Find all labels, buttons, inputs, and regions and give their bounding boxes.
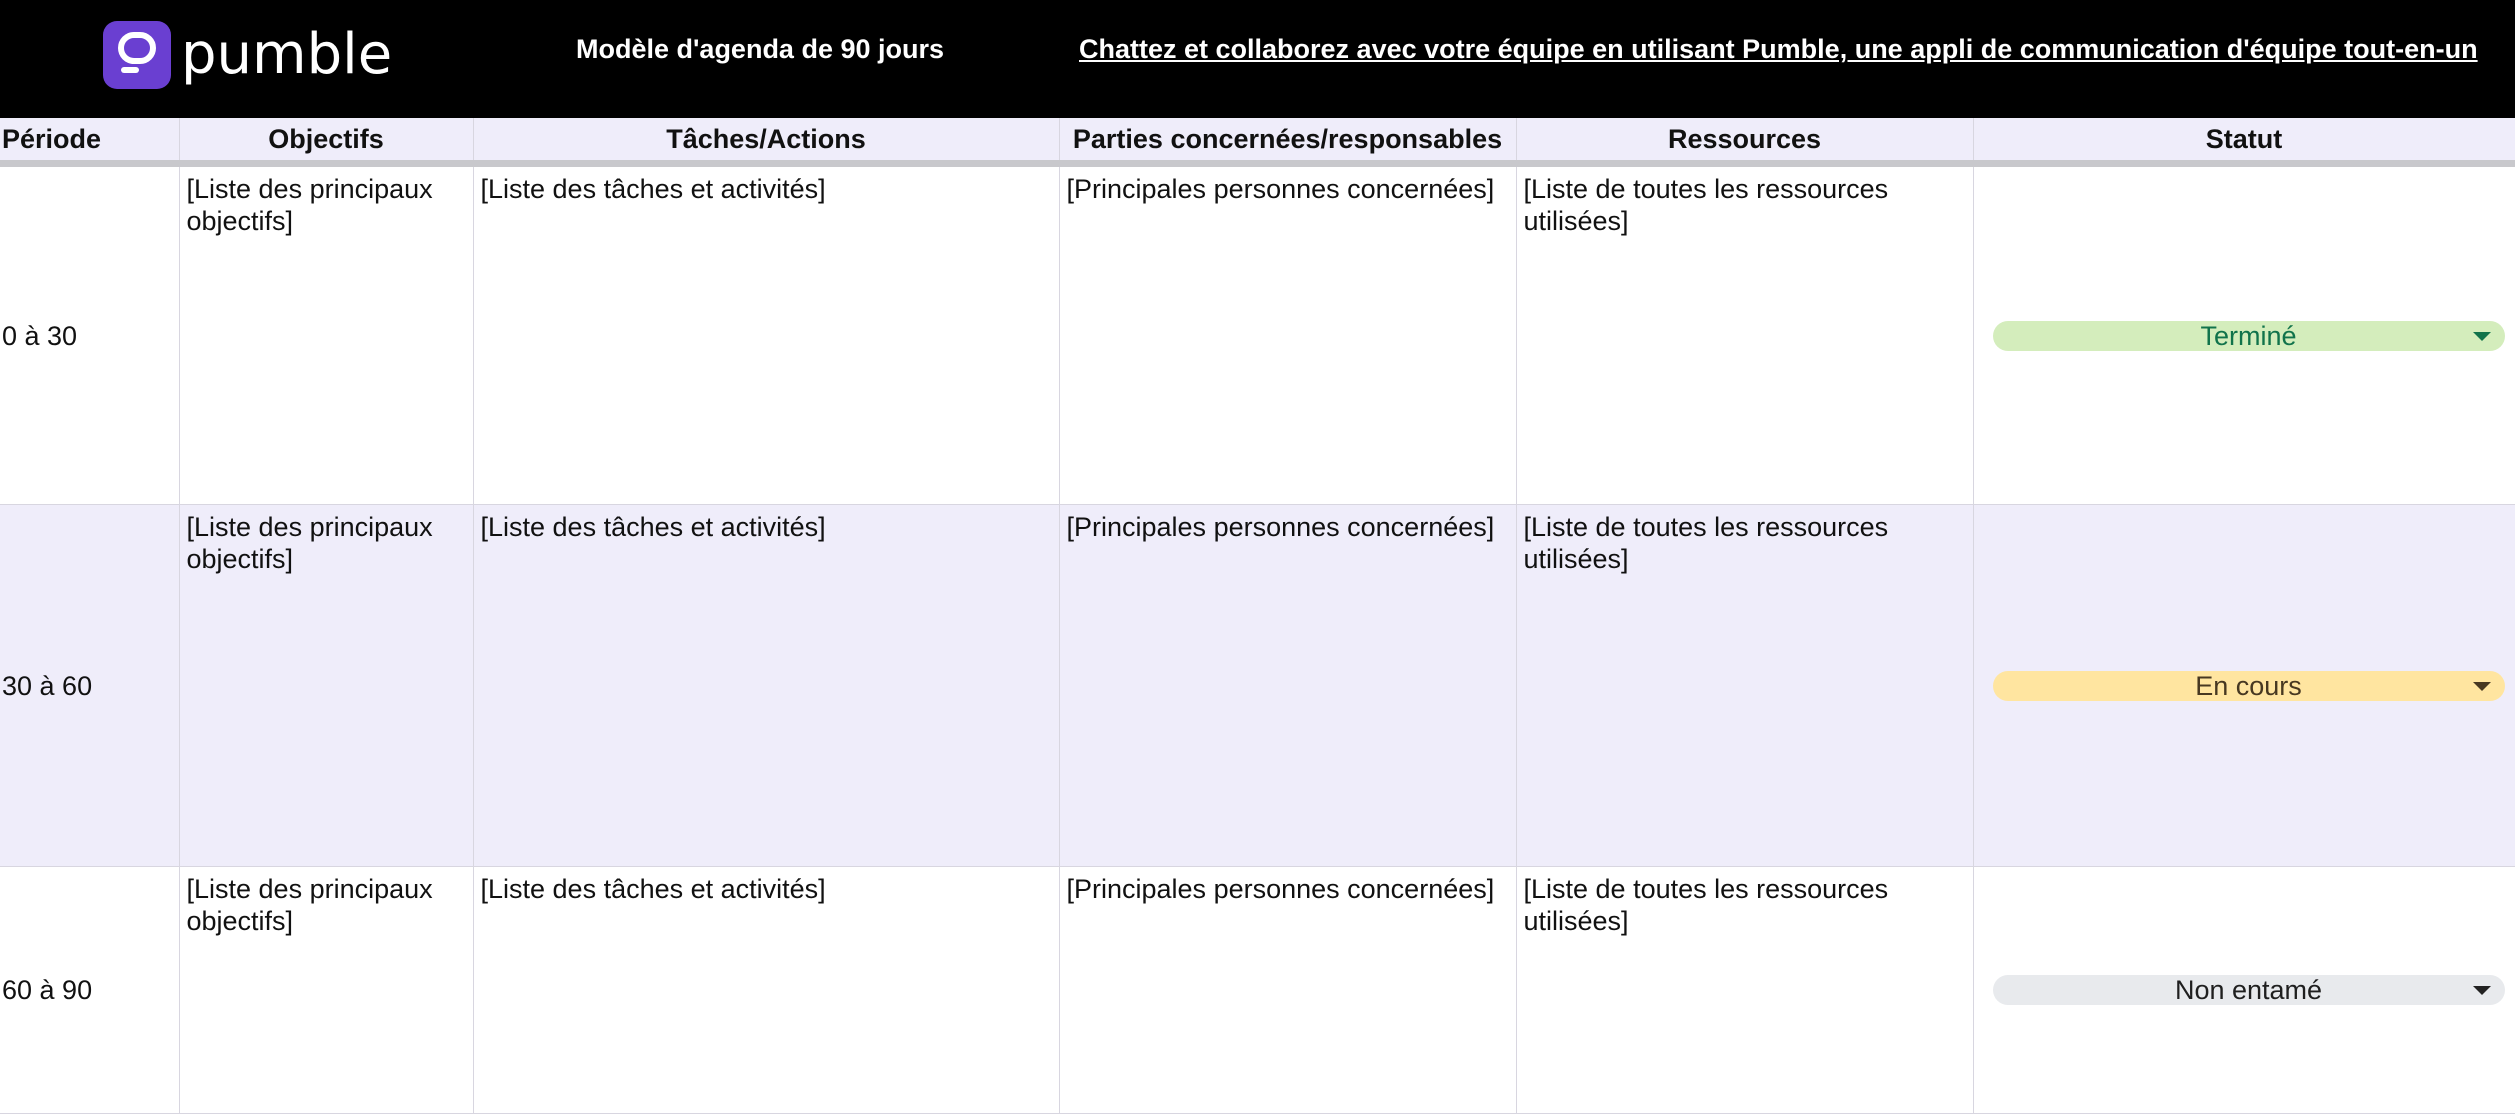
header-parties[interactable]: Parties concernées/responsables [1059,118,1516,164]
objectives-cell[interactable]: [Liste des principaux objectifs] [179,164,473,505]
pumble-logo[interactable] [103,20,392,90]
table-row [0,867,2515,1114]
parties-cell[interactable]: [Principales personnes concernées] [1059,505,1516,867]
status-dropdown[interactable] [1993,321,2505,351]
tasks-cell[interactable]: [Liste des tâches et activités] [473,164,1059,505]
period-cell[interactable]: 60 à 90 [0,867,179,1114]
resources-cell[interactable]: [Liste de toutes les ressources utilisées] [1516,505,1973,867]
tasks-cell[interactable]: [Liste des tâches et activités] [473,867,1059,1114]
agenda-table [0,118,2515,1114]
header-banner [0,0,2515,118]
status-dropdown[interactable] [1993,975,2505,1005]
header-objectives[interactable]: Objectifs [179,118,473,164]
status-cell[interactable] [1973,505,2515,867]
header-tasks[interactable]: Tâches/Actions [473,118,1059,164]
status-label: Terminé [2200,320,2297,351]
resources-cell[interactable]: [Liste de toutes les ressources utilisées] [1516,867,1973,1114]
parties-cell[interactable]: [Principales personnes concernées] [1059,867,1516,1114]
objectives-cell[interactable]: [Liste des principaux objectifs] [179,505,473,867]
table-row [0,505,2515,867]
status-label: En cours [2195,670,2302,701]
logo-wordmark: pumble [181,22,393,87]
header-status[interactable]: Statut [1973,118,2515,164]
status-label: Non entamé [2174,975,2323,1005]
header-resources[interactable]: Ressources [1516,118,1973,164]
period-cell[interactable]: 30 à 60 [0,505,179,867]
tasks-cell[interactable]: [Liste des tâches et activités] [473,505,1059,867]
header-row [0,118,2515,164]
status-cell[interactable] [1973,164,2515,505]
page-title: Modèle d'agenda de 90 jours [576,34,945,64]
parties-cell[interactable]: [Principales personnes concernées] [1059,164,1516,505]
chevron-down-icon[interactable] [2473,986,2491,995]
chevron-down-icon[interactable] [2473,682,2491,691]
promo-link[interactable]: Chattez et collaborez avec votre équipe en utilisant Pumble, une appli de communication d'équipe tout-en-un [1079,34,2478,64]
resources-cell[interactable]: [Liste de toutes les ressources utilisées] [1516,164,1973,505]
status-dropdown[interactable] [1993,671,2505,701]
header-period[interactable]: Période [0,118,179,164]
pumble-logo-icon [103,21,171,89]
status-cell[interactable] [1973,867,2515,1114]
period-cell[interactable]: 0 à 30 [0,164,179,505]
table-row [0,164,2515,505]
chevron-down-icon[interactable] [2473,332,2491,341]
objectives-cell[interactable]: [Liste des principaux objectifs] [179,867,473,1114]
